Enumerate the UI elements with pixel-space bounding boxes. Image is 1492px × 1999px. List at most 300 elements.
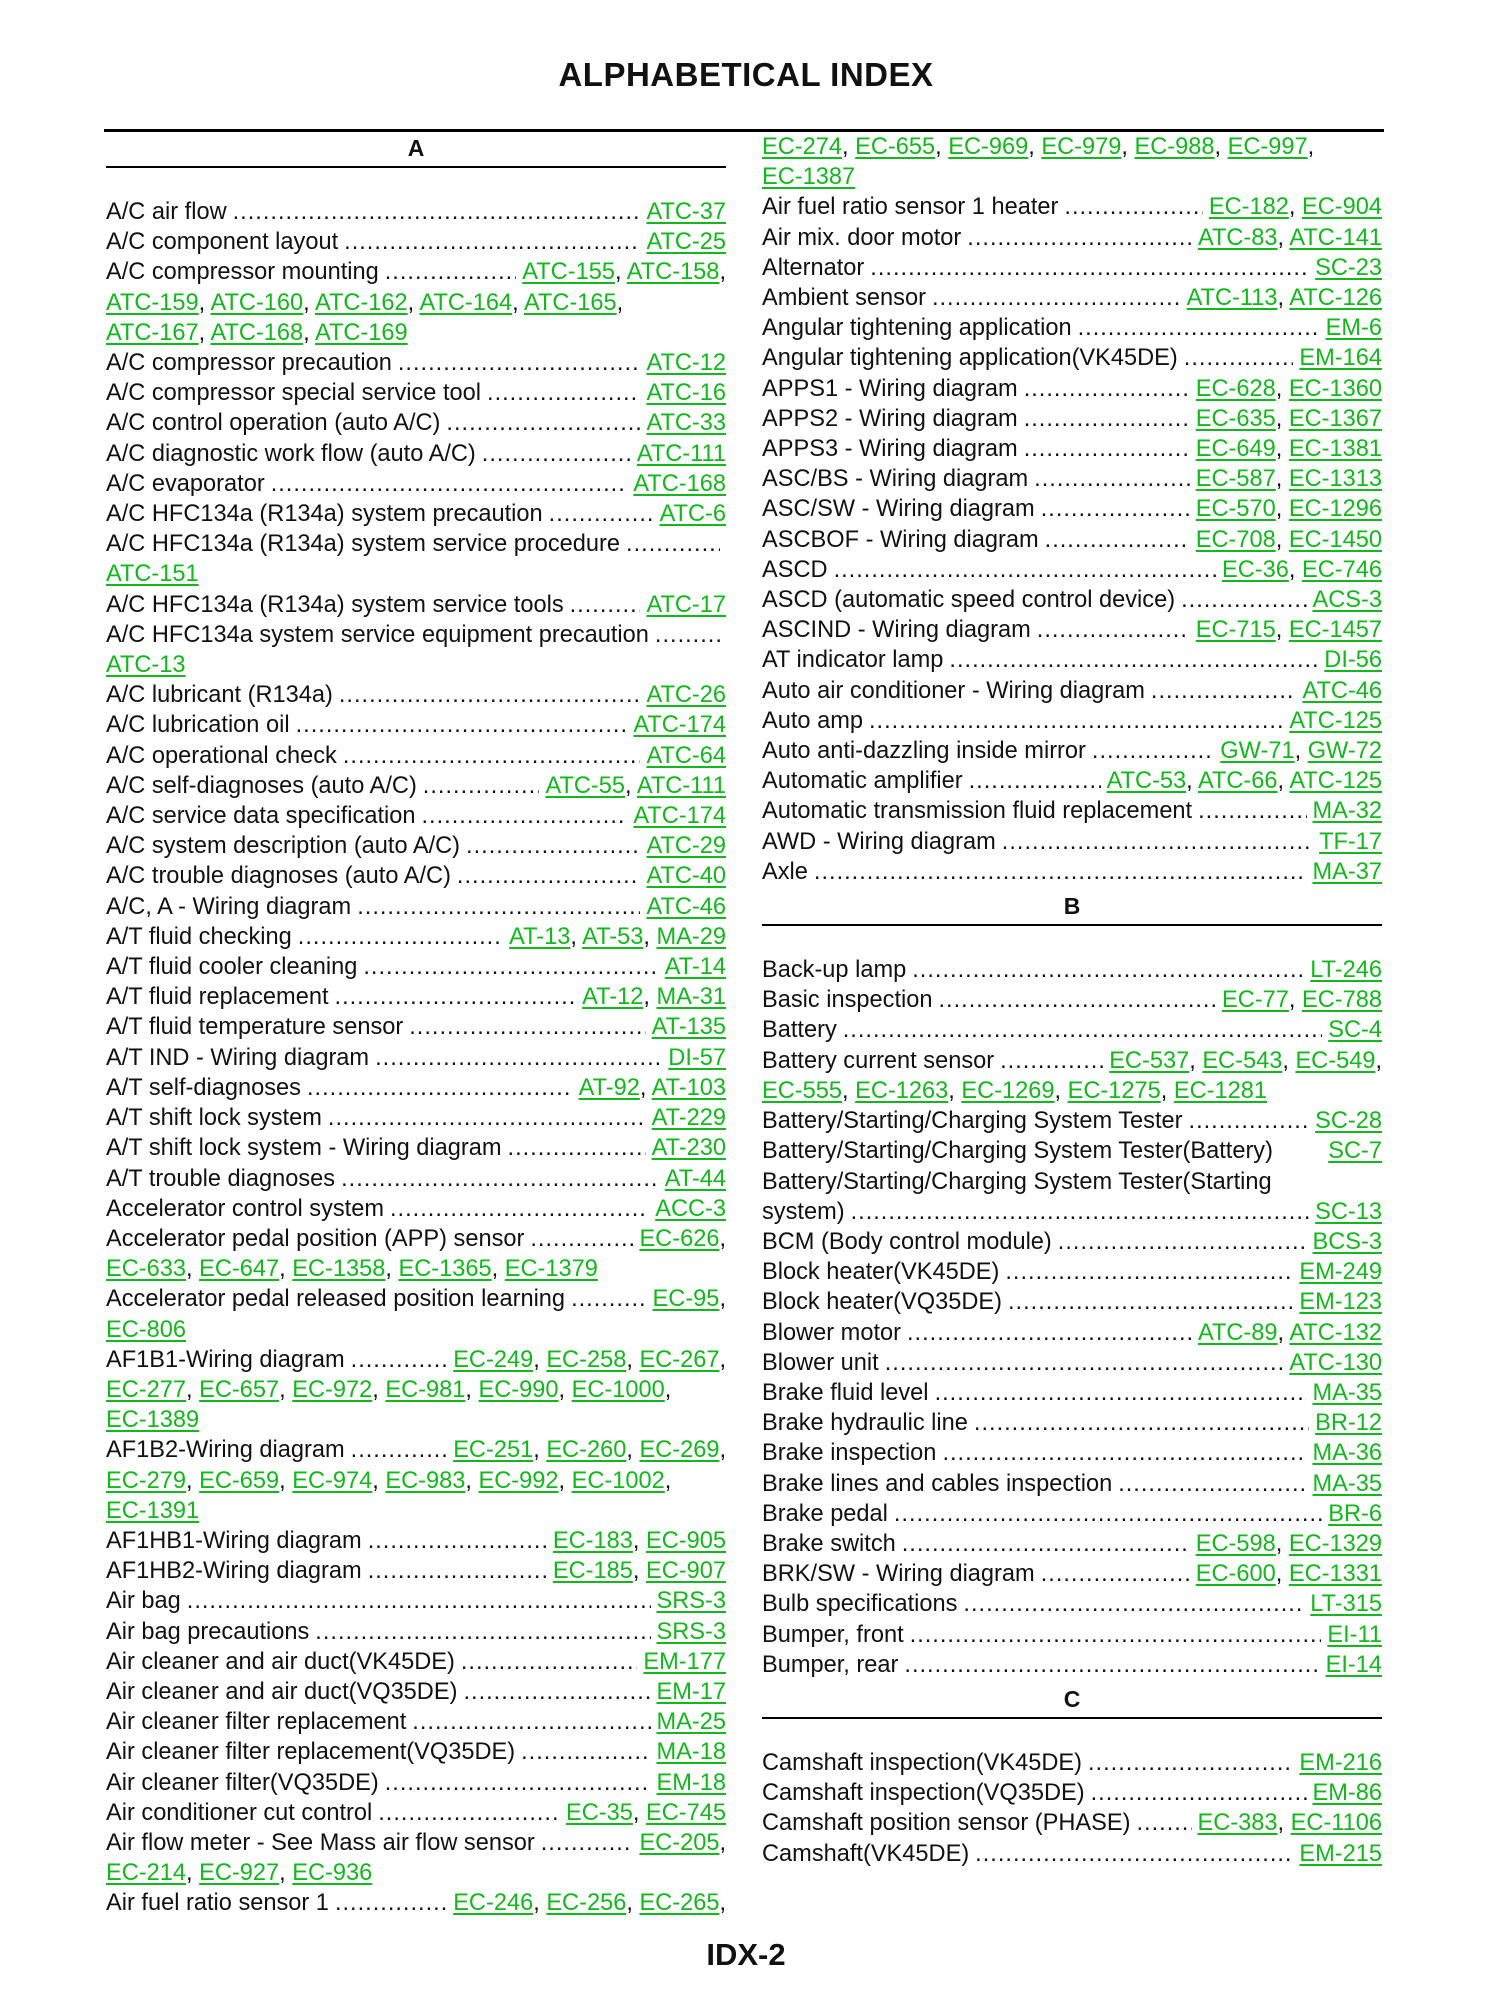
- page-ref-link[interactable]: EM-17: [656, 1678, 726, 1705]
- page-ref-link[interactable]: BR-6: [1328, 1500, 1382, 1527]
- page-ref-link[interactable]: ATC-164: [419, 289, 513, 316]
- entry-line: [762, 253, 1382, 283]
- page-ref-link[interactable]: EC-647: [199, 1256, 280, 1283]
- entry-line: [106, 680, 726, 710]
- page-ref-link[interactable]: EC-974: [292, 1467, 373, 1494]
- ref-separator: ,: [719, 1829, 726, 1856]
- index-column-left: [106, 132, 726, 1919]
- page-ref-link[interactable]: EC-1389: [106, 1407, 200, 1434]
- page-ref-link[interactable]: EC-1387: [762, 164, 856, 191]
- page-ref-link[interactable]: MA-31: [656, 984, 726, 1011]
- entry-label: A/T fluid temperature sensor: [106, 1014, 404, 1041]
- entry-line: [762, 374, 1382, 404]
- page-ref-link[interactable]: ATC-165: [523, 289, 617, 316]
- entry-label: A/C trouble diagnoses (auto A/C): [106, 863, 451, 890]
- entry-label: A/C diagnostic work flow (auto A/C): [106, 440, 476, 467]
- entry-refs: [522, 257, 726, 287]
- page-ref-link[interactable]: ATC-29: [646, 833, 726, 860]
- ref-separator: ,: [935, 134, 949, 160]
- page-ref-link[interactable]: EC-992: [478, 1467, 559, 1494]
- page-ref-link[interactable]: EC-907: [646, 1558, 726, 1585]
- page-ref-link[interactable]: EC-185: [552, 1558, 633, 1585]
- ref-separator: ,: [186, 1256, 200, 1283]
- page-ref-link[interactable]: EC-279: [106, 1467, 186, 1494]
- page-ref-link[interactable]: ATC-26: [646, 682, 726, 709]
- page-ref-link[interactable]: EC-633: [106, 1256, 186, 1283]
- page-ref-link[interactable]: MA-37: [1312, 858, 1382, 885]
- page-ref-link[interactable]: ATC-53: [1106, 768, 1187, 795]
- entry-line: [762, 1499, 1382, 1529]
- page-ref-link[interactable]: EC-649: [1195, 436, 1276, 463]
- entry-line: [106, 1043, 726, 1073]
- page-ref-link[interactable]: EC-383: [1197, 1810, 1278, 1837]
- page-ref-link[interactable]: ATC-66: [1197, 768, 1278, 795]
- page-ref-link[interactable]: EC-251: [453, 1437, 534, 1464]
- page-ref-link[interactable]: AT-229: [651, 1105, 726, 1132]
- entry-label: Auto air conditioner - Wiring diagram: [762, 677, 1145, 704]
- page-ref-link[interactable]: ATC-113: [1186, 285, 1278, 312]
- entry-label: Brake lines and cables inspection: [762, 1470, 1113, 1497]
- index-entry: [762, 955, 1382, 985]
- dot-leader: [843, 1015, 1322, 1045]
- page-ref-link[interactable]: EC-1269: [961, 1077, 1055, 1104]
- page-ref-link[interactable]: SC-7: [1328, 1138, 1382, 1165]
- entry-label: A/C HFC134a (R134a) system precaution: [106, 501, 543, 528]
- page-ref-link[interactable]: EC-715: [1195, 617, 1276, 644]
- entry-refs: [1299, 1257, 1382, 1287]
- index-entry: [106, 922, 726, 952]
- entry-refs: [1196, 1559, 1382, 1589]
- dot-leader: [939, 985, 1216, 1015]
- entry-refs: [1310, 1589, 1382, 1619]
- page-ref-link[interactable]: ATC-83: [1197, 224, 1278, 251]
- page-ref-link[interactable]: AT-12: [582, 984, 644, 1011]
- entry-label: Auto anti-dazzling inside mirror: [762, 738, 1086, 765]
- entry-line: [762, 796, 1382, 826]
- page-ref-link[interactable]: ACC-3: [655, 1195, 726, 1222]
- page-ref-link[interactable]: AT-44: [664, 1165, 726, 1192]
- ref-separator: ,: [533, 1346, 547, 1373]
- index-entry: [762, 706, 1382, 736]
- page-ref-link[interactable]: AT-103: [651, 1074, 726, 1101]
- page-ref-link[interactable]: EC-183: [552, 1527, 633, 1554]
- index-entry: [762, 1650, 1382, 1680]
- entry-line: [106, 529, 726, 559]
- page-ref-link[interactable]: EC-746: [1302, 556, 1382, 583]
- entry-refs: [643, 1647, 726, 1677]
- entry-line: [106, 1012, 726, 1042]
- page-ref-link[interactable]: ATC-126: [1289, 285, 1382, 312]
- page-ref-link[interactable]: ATC-130: [1289, 1349, 1382, 1376]
- page-ref-link[interactable]: MA-32: [1312, 798, 1382, 825]
- page-ref-link[interactable]: EC-77: [1221, 987, 1289, 1014]
- page-ref-link[interactable]: EC-626: [639, 1225, 720, 1252]
- page-ref-link[interactable]: EC-655: [855, 134, 936, 160]
- entry-ref-line: [106, 1375, 726, 1405]
- page-ref-link[interactable]: TF-17: [1319, 828, 1382, 855]
- page-ref-link[interactable]: EC-1391: [106, 1497, 200, 1524]
- index-entry: [762, 985, 1382, 1015]
- page-ref-link[interactable]: EC-927: [199, 1860, 280, 1887]
- page-ref-link[interactable]: EC-265: [639, 1890, 720, 1917]
- entry-line: [106, 227, 726, 257]
- index-entry: [106, 1194, 726, 1224]
- page-ref-link[interactable]: ATC-64: [646, 742, 726, 769]
- page-ref-link[interactable]: EM-6: [1325, 315, 1382, 342]
- index-entry: [762, 1408, 1382, 1438]
- entry-refs: [1313, 1469, 1383, 1499]
- index-entry: [106, 1284, 726, 1344]
- index-entry: [762, 253, 1382, 283]
- page-ref-link[interactable]: ATC-132: [1289, 1319, 1382, 1346]
- entry-line: [762, 645, 1382, 675]
- page-ref-link[interactable]: EC-657: [199, 1376, 280, 1403]
- page-ref-link[interactable]: EC-635: [1195, 405, 1276, 432]
- page-ref-link[interactable]: SRS-3: [656, 1618, 726, 1645]
- entry-label: A/T shift lock system - Wiring diagram: [106, 1135, 502, 1162]
- entry-line: [762, 313, 1382, 343]
- page-ref-link[interactable]: EC-936: [292, 1860, 373, 1887]
- page-ref-link[interactable]: EI-11: [1327, 1621, 1382, 1648]
- page-ref-link[interactable]: EC-598: [1195, 1530, 1276, 1557]
- page-ref-link[interactable]: GW-71: [1220, 738, 1295, 765]
- page-ref-link[interactable]: EC-1360: [1288, 375, 1382, 402]
- dot-leader: [1041, 1559, 1190, 1589]
- page-ref-link[interactable]: EC-214: [106, 1860, 186, 1887]
- page-ref-link[interactable]: EC-1457: [1288, 617, 1382, 644]
- page-ref-link[interactable]: EC-1296: [1288, 496, 1382, 523]
- page-ref-link[interactable]: EM-177: [643, 1648, 726, 1675]
- entry-label: ASCD (automatic speed control device): [762, 587, 1176, 614]
- entry-refs: [653, 1284, 726, 1314]
- page-ref-link[interactable]: EM-164: [1299, 345, 1382, 372]
- page-ref-link[interactable]: AT-135: [651, 1014, 726, 1041]
- page-ref-link[interactable]: EC-979: [1041, 134, 1122, 160]
- page-ref-link[interactable]: ATC-141: [1289, 224, 1382, 251]
- index-entry: [762, 1348, 1382, 1378]
- page-ref-link[interactable]: SC-23: [1315, 254, 1382, 281]
- dot-leader: [1024, 404, 1190, 434]
- page-ref-link[interactable]: EC-1000: [571, 1376, 665, 1403]
- ref-separator: ,: [1288, 987, 1302, 1014]
- entry-label: A/C, A - Wiring diagram: [106, 893, 352, 920]
- dot-leader: [343, 741, 641, 771]
- page-ref-link[interactable]: MA-35: [1312, 1470, 1382, 1497]
- page-ref-link[interactable]: EC-1106: [1290, 1810, 1382, 1837]
- entry-ref-line: [106, 318, 726, 348]
- entry-label: Block heater(VK45DE): [762, 1259, 1000, 1286]
- dot-leader: [1058, 1227, 1307, 1257]
- index-entry: [762, 1106, 1382, 1136]
- page-ref-link[interactable]: EC-1313: [1288, 466, 1382, 493]
- entry-line: [762, 1748, 1382, 1778]
- page-ref-link[interactable]: EC-1002: [571, 1467, 665, 1494]
- page-ref-link[interactable]: DI-57: [668, 1044, 726, 1071]
- entry-label: Air bag precautions: [106, 1618, 310, 1645]
- index-entry: [106, 469, 726, 499]
- page-ref-link[interactable]: SC-13: [1315, 1198, 1382, 1225]
- entry-line: [106, 1617, 726, 1647]
- index-entry: [106, 378, 726, 408]
- dot-leader: [1045, 525, 1190, 555]
- page-ref-link[interactable]: LT-246: [1310, 957, 1382, 984]
- entry-refs: [579, 1073, 726, 1103]
- entry-line: [106, 499, 726, 529]
- entry-line: [762, 192, 1382, 222]
- page-ref-link[interactable]: ATC-33: [646, 410, 726, 437]
- dot-leader: [963, 1589, 1304, 1619]
- page-ref-link[interactable]: EC-904: [1302, 194, 1382, 221]
- index-entry: [106, 1737, 726, 1767]
- page-ref-link[interactable]: ATC-174: [633, 803, 726, 830]
- page-title: ALPHABETICAL INDEX: [558, 56, 934, 93]
- page-ref-link[interactable]: EM-123: [1299, 1289, 1382, 1316]
- page-ref-link[interactable]: ATC-167: [106, 319, 199, 346]
- page-ref-link[interactable]: EC-628: [1195, 375, 1276, 402]
- page-ref-link[interactable]: MA-29: [656, 923, 726, 950]
- entry-ref-line: [762, 162, 1382, 192]
- page-ref-link[interactable]: EC-972: [292, 1376, 373, 1403]
- entry-label: Brake pedal: [762, 1500, 888, 1527]
- page-ref-link[interactable]: ATC-155: [522, 259, 615, 286]
- index-entry: [762, 1559, 1382, 1589]
- page-ref-link[interactable]: EC-587: [1195, 466, 1276, 493]
- page-ref-link[interactable]: ATC-169: [314, 319, 408, 346]
- page-ref-link[interactable]: EC-1450: [1288, 526, 1382, 553]
- page-ref-link[interactable]: EC-983: [385, 1467, 466, 1494]
- page-ref-link[interactable]: EC-1329: [1288, 1530, 1382, 1557]
- page-ref-link[interactable]: ATC-40: [646, 863, 726, 890]
- page-ref-link[interactable]: ATC-125: [1289, 707, 1382, 734]
- ref-separator: ,: [632, 1799, 646, 1826]
- page-ref-link[interactable]: EM-86: [1312, 1780, 1382, 1807]
- ref-separator: ,: [303, 319, 315, 346]
- page-ref-link[interactable]: EC-788: [1302, 987, 1382, 1014]
- page-ref-link[interactable]: DI-56: [1324, 647, 1382, 674]
- entry-line: [762, 494, 1382, 524]
- entry-refs: [566, 1798, 726, 1828]
- page-ref-link[interactable]: EC-997: [1227, 134, 1308, 160]
- index-entry-continuation: [762, 132, 1382, 192]
- page-ref-link[interactable]: MA-18: [656, 1739, 726, 1766]
- entry-label: Air bag: [106, 1588, 181, 1615]
- entry-refs: [657, 1737, 727, 1767]
- page-ref-link[interactable]: EC-659: [199, 1467, 280, 1494]
- page-ref-link[interactable]: ATC-125: [1289, 768, 1382, 795]
- dot-leader: [375, 1043, 662, 1073]
- page-ref-link[interactable]: MA-36: [1312, 1440, 1382, 1467]
- page-ref-link[interactable]: EC-249: [453, 1346, 534, 1373]
- entry-refs: [1220, 736, 1382, 766]
- page-ref-link[interactable]: ACS-3: [1312, 587, 1382, 614]
- entry-line: [762, 1778, 1382, 1808]
- page-ref-link[interactable]: ATC-168: [633, 470, 726, 497]
- dot-leader: [851, 1197, 1310, 1227]
- page-ref-link[interactable]: EC-1275: [1067, 1077, 1161, 1104]
- entry-label: Camshaft(VK45DE): [762, 1840, 970, 1867]
- page-ref-link[interactable]: ATC-162: [314, 289, 408, 316]
- entry-line: [106, 197, 726, 227]
- page-ref-link[interactable]: ATC-16: [646, 380, 726, 407]
- index-entry: [106, 439, 726, 469]
- page-ref-link[interactable]: EC-990: [478, 1376, 559, 1403]
- page-ref-link[interactable]: EC-708: [1195, 526, 1276, 553]
- ref-separator: ,: [1275, 1561, 1289, 1588]
- entry-line: [106, 1164, 726, 1194]
- page-ref-link[interactable]: AT-13: [509, 923, 571, 950]
- page-ref-link[interactable]: ATC-12: [646, 350, 726, 377]
- page-ref-link[interactable]: AT-53: [582, 923, 644, 950]
- index-entry: [762, 1046, 1382, 1106]
- page-ref-link[interactable]: EC-260: [546, 1437, 627, 1464]
- page-ref-link[interactable]: EC-549: [1295, 1047, 1376, 1074]
- page-ref-link[interactable]: ATC-55: [545, 772, 626, 799]
- index-entry: [762, 1499, 1382, 1529]
- page-ref-link[interactable]: ATC-168: [210, 319, 304, 346]
- entry-line: [106, 1526, 726, 1556]
- entry-refs: [646, 408, 726, 438]
- page-ref-link[interactable]: EM-216: [1299, 1749, 1382, 1776]
- entry-line: [106, 1768, 726, 1798]
- page-ref-link[interactable]: AT-14: [664, 954, 726, 981]
- page-ref-link[interactable]: EC-182: [1208, 194, 1289, 221]
- entry-label: AF1B1-Wiring diagram: [106, 1346, 345, 1373]
- page-ref-link[interactable]: EC-35: [565, 1799, 633, 1826]
- entry-refs: [646, 227, 726, 257]
- page-ref-link[interactable]: AT-230: [651, 1135, 726, 1162]
- page-ref-link[interactable]: ATC-158: [626, 259, 720, 286]
- page-ref-link[interactable]: ATC-160: [210, 289, 304, 316]
- index-entry: [762, 585, 1382, 615]
- page-ref-link[interactable]: SC-4: [1328, 1017, 1382, 1044]
- page-ref-link[interactable]: ATC-151: [106, 561, 199, 588]
- page-ref-link[interactable]: EC-205: [639, 1829, 720, 1856]
- page-ref-link[interactable]: ATC-13: [106, 652, 186, 679]
- page-ref-link[interactable]: GW-72: [1307, 738, 1382, 765]
- page-ref-link[interactable]: EC-969: [948, 134, 1029, 160]
- page-ref-link[interactable]: EC-1365: [398, 1256, 492, 1283]
- index-entry: [106, 1888, 726, 1918]
- entry-ref-line: [106, 1405, 726, 1435]
- page-ref-link[interactable]: EC-1281: [1173, 1077, 1267, 1104]
- page-ref-link[interactable]: EM-18: [656, 1769, 726, 1796]
- entry-refs: [1313, 585, 1383, 615]
- page-ref-link[interactable]: ATC-174: [633, 712, 726, 739]
- entry-line: [762, 1620, 1382, 1650]
- page-ref-link[interactable]: ATC-25: [646, 229, 726, 256]
- dot-leader: [307, 1073, 573, 1103]
- entry-label: Battery current sensor: [762, 1047, 995, 1074]
- entry-label: Air flow meter - See Mass air flow sensor: [106, 1829, 535, 1856]
- page-ref-link[interactable]: ATC-17: [646, 591, 726, 618]
- page-ref-link[interactable]: EC-256: [546, 1890, 627, 1917]
- dot-leader: [328, 1103, 646, 1133]
- index-entry: [762, 1287, 1382, 1317]
- page-ref-link[interactable]: EC-600: [1195, 1561, 1276, 1588]
- ref-separator: ,: [1186, 768, 1198, 795]
- entry-line: [762, 615, 1382, 645]
- entry-label: A/C lubrication oil: [106, 712, 290, 739]
- entry-refs: [652, 1012, 726, 1042]
- page-ref-link[interactable]: EC-267: [639, 1346, 720, 1373]
- page-ref-link[interactable]: SC-28: [1315, 1108, 1382, 1135]
- page-ref-link[interactable]: EI-14: [1325, 1651, 1382, 1678]
- page-ref-link[interactable]: MA-25: [656, 1709, 726, 1736]
- page-ref-link[interactable]: EC-258: [546, 1346, 627, 1373]
- ref-separator: ,: [1277, 1810, 1291, 1837]
- page-ref-link[interactable]: EC-246: [453, 1890, 534, 1917]
- page-ref-link[interactable]: EC-269: [639, 1437, 720, 1464]
- page-ref-link[interactable]: SRS-3: [656, 1588, 726, 1615]
- page-ref-link[interactable]: EM-249: [1299, 1259, 1382, 1286]
- page-ref-link[interactable]: EC-537: [1109, 1047, 1190, 1074]
- entry-refs: [1310, 955, 1382, 985]
- page-ref-link[interactable]: EC-555: [762, 1077, 842, 1104]
- page-ref-link[interactable]: EC-277: [106, 1376, 186, 1403]
- index-entry: [106, 1768, 726, 1798]
- page-ref-link[interactable]: EC-806: [106, 1316, 186, 1343]
- page-ref-link[interactable]: EC-1263: [855, 1077, 949, 1104]
- page-ref-link[interactable]: EC-36: [1221, 556, 1289, 583]
- page-ref-link[interactable]: ATC-159: [106, 289, 199, 316]
- dot-leader: [457, 861, 641, 891]
- dot-leader: [508, 1133, 646, 1163]
- ref-separator: ,: [626, 1890, 640, 1917]
- entry-label: system): [762, 1198, 845, 1225]
- page-ref-link[interactable]: ATC-6: [659, 501, 726, 528]
- page-ref-link[interactable]: ATC-46: [646, 893, 726, 920]
- page-ref-link[interactable]: EC-1381: [1288, 436, 1382, 463]
- page-ref-link[interactable]: EC-95: [652, 1286, 720, 1313]
- page-ref-link[interactable]: MA-35: [1312, 1379, 1382, 1406]
- page-ref-link[interactable]: EC-543: [1202, 1047, 1283, 1074]
- page-ref-link[interactable]: EC-745: [646, 1799, 726, 1826]
- page-ref-link[interactable]: BR-12: [1315, 1410, 1382, 1437]
- page-ref-link[interactable]: EC-1331: [1288, 1561, 1382, 1588]
- dot-leader: [1005, 1257, 1293, 1287]
- entry-refs: [633, 801, 726, 831]
- page-ref-link[interactable]: EC-570: [1195, 496, 1276, 523]
- entry-line: [762, 706, 1382, 736]
- entry-line: [106, 1284, 726, 1314]
- page-ref-link[interactable]: EC-274: [762, 134, 842, 160]
- index-entry: [762, 1529, 1382, 1559]
- page-ref-link[interactable]: EC-1367: [1288, 405, 1382, 432]
- ref-separator: ,: [719, 1286, 726, 1313]
- page-ref-link[interactable]: ATC-111: [636, 440, 726, 467]
- entry-refs: [1324, 645, 1382, 675]
- page-ref-link[interactable]: EC-981: [385, 1376, 466, 1403]
- page-ref-link[interactable]: ATC-89: [1197, 1319, 1278, 1346]
- page-ref-link[interactable]: EC-988: [1134, 134, 1215, 160]
- page-ref-link[interactable]: EM-215: [1299, 1840, 1382, 1867]
- entry-label: Camshaft inspection(VK45DE): [762, 1749, 1082, 1776]
- page-ref-link[interactable]: ATC-111: [636, 772, 726, 799]
- page-ref-link[interactable]: BCS-3: [1312, 1228, 1382, 1255]
- page-ref-link[interactable]: EC-1358: [292, 1256, 386, 1283]
- entry-refs: [633, 710, 726, 740]
- entry-refs: [1198, 1808, 1383, 1838]
- page-ref-link[interactable]: ATC-46: [1302, 677, 1382, 704]
- page-ref-link[interactable]: EC-1379: [504, 1256, 598, 1283]
- page-ref-link[interactable]: AT-92: [578, 1074, 640, 1101]
- ref-separator: ,: [533, 1890, 547, 1917]
- page-ref-link[interactable]: EC-905: [646, 1527, 726, 1554]
- page-ref-link[interactable]: ATC-37: [646, 199, 726, 225]
- entry-label: A/C self-diagnoses (auto A/C): [106, 772, 417, 799]
- page-ref-link[interactable]: LT-315: [1310, 1591, 1382, 1618]
- entry-label: A/C HFC134a (R134a) system service tools: [106, 591, 564, 618]
